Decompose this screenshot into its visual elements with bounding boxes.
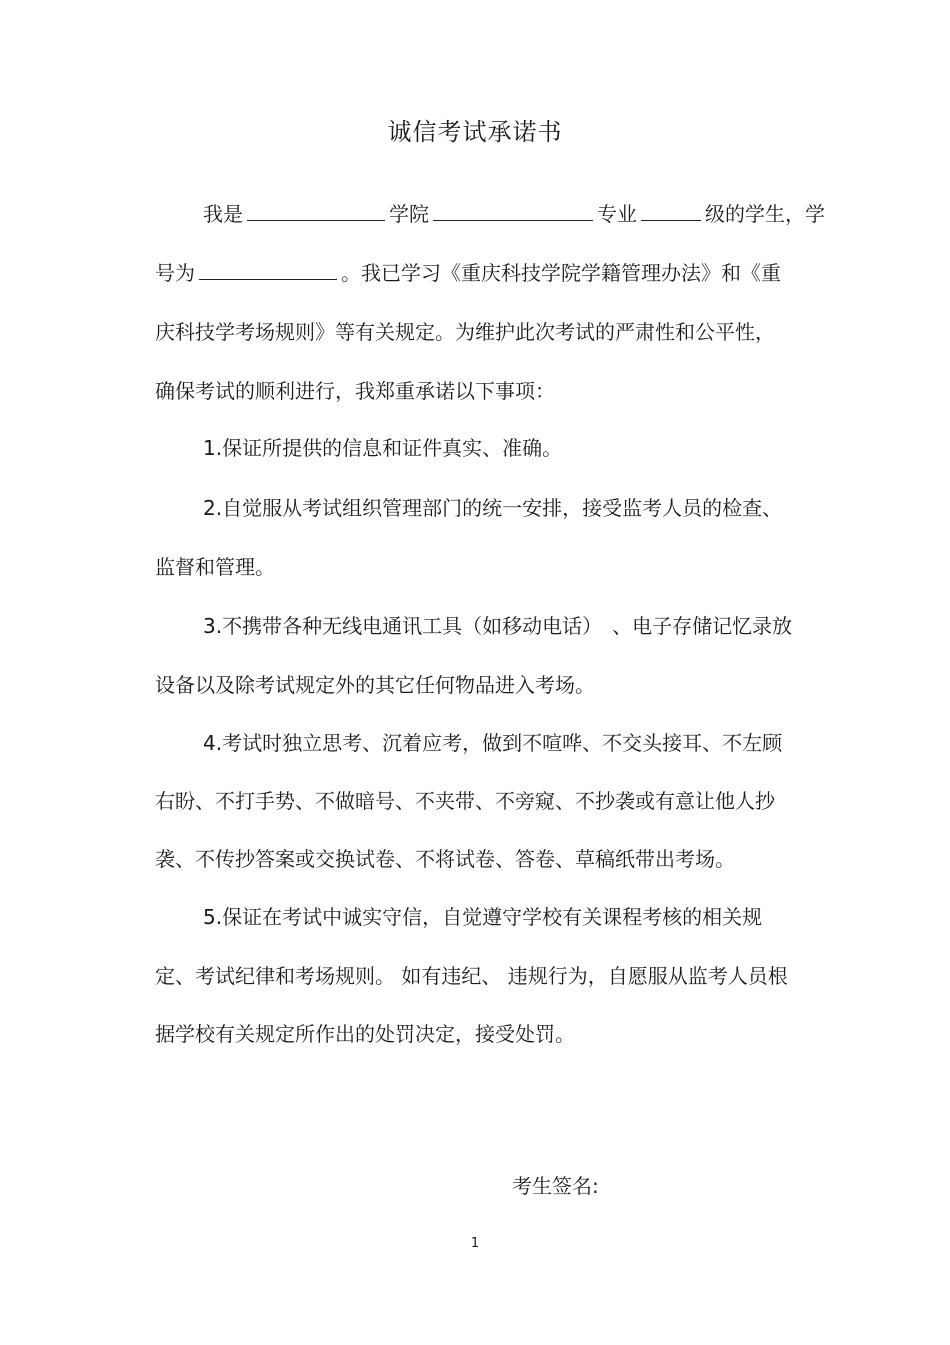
intro-text: 我是	[203, 202, 243, 226]
item-1-line-1: 1.保证所提供的信息和证件真实、准确。	[203, 436, 563, 460]
major-blank[interactable]	[433, 200, 593, 221]
signature-label: 考生签名:	[512, 1174, 599, 1198]
intro-text: 号为	[155, 261, 195, 285]
document-title: 诚信考试承诺书	[387, 118, 563, 146]
item-3-line-1: 3.不携带各种无线电通讯工具（如移动电话） 、电子存储记忆录放	[203, 614, 793, 638]
intro-text: 级的学生，学	[705, 202, 825, 226]
item-2-line-2: 监督和管理。	[155, 555, 275, 579]
intro-line-3: 庆科技学考场规则》等有关规定。为维护此次考试的严肃性和公平性，	[155, 320, 775, 344]
item-3-line-2: 设备以及除考试规定外的其它任何物品进入考场。	[155, 673, 595, 697]
page-number: 1	[470, 1236, 480, 1251]
college-blank[interactable]	[247, 200, 385, 221]
intro-line-2	[155, 259, 781, 287]
intro-line-4: 确保考试的顺利进行，我郑重承诺以下事项：	[155, 379, 555, 403]
intro-text: 专业	[597, 202, 637, 226]
intro-line-1	[203, 200, 825, 228]
item-4-line-2: 右盼、不打手势、不做暗号、不夹带、不旁窥、不抄袭或有意让他人抄	[155, 789, 775, 813]
item-5-line-1: 5.保证在考试中诚实守信，自觉遵守学校有关课程考核的相关规	[203, 905, 763, 929]
student-id-blank[interactable]	[199, 259, 337, 280]
intro-text: 学院	[389, 202, 429, 226]
item-4-line-3: 袭、不传抄答案或交换试卷、不将试卷、答卷、草稿纸带出考场。	[155, 847, 735, 871]
item-5-line-3: 据学校有关规定所作出的处罚决定，接受处罚。	[155, 1022, 575, 1046]
grade-blank[interactable]	[641, 200, 701, 221]
item-4-line-1: 4.考试时独立思考、沉着应考，做到不喧哗、不交头接耳、不左顾	[203, 731, 783, 755]
item-5-line-2: 定、考试纪律和考场规则。 如有违纪、 违规行为，自愿服从监考人员根	[155, 964, 788, 988]
item-2-line-1: 2.自觉服从考试组织管理部门的统一安排，接受监考人员的检查、	[203, 496, 783, 520]
intro-text: 。我已学习《重庆科技学院学籍管理办法》和《重	[341, 261, 781, 285]
